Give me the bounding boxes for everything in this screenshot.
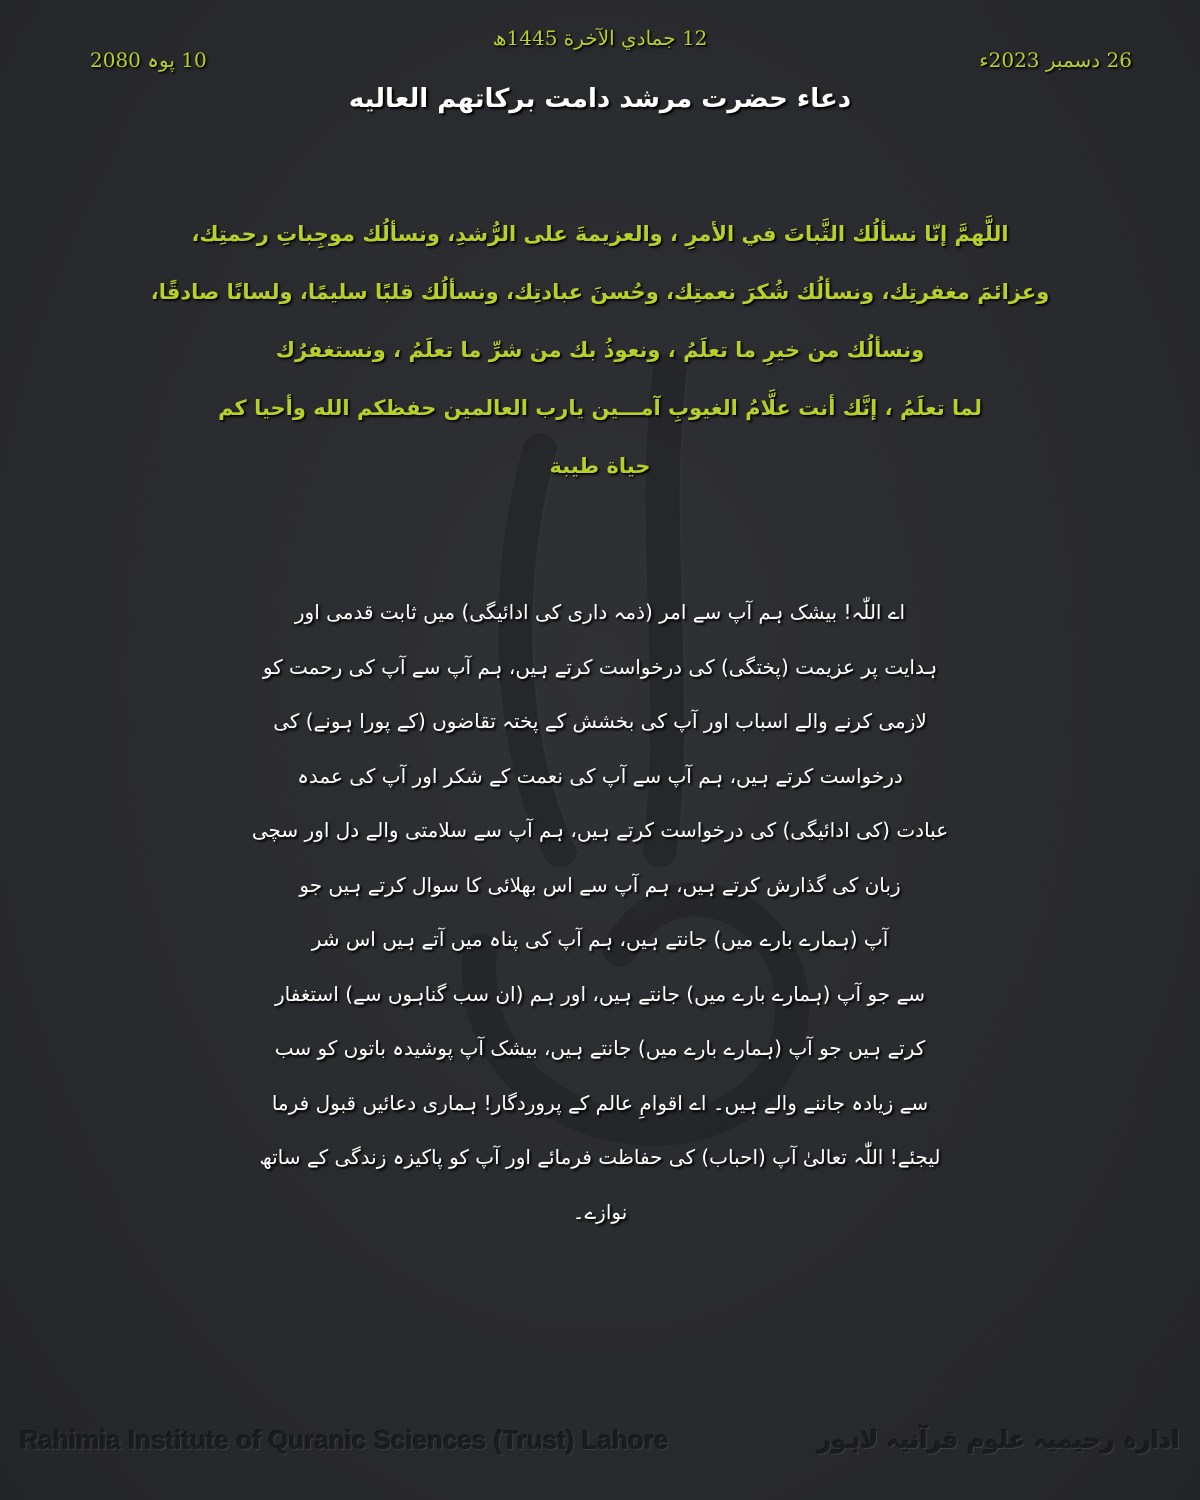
- urdu-line: درخواست کرتے ہیں، ہم آپ سے آپ کی نعمت کے شکر اور آپ کی عمدہ: [297, 763, 903, 788]
- arabic-dua: [60, 205, 1140, 495]
- urdu-translation: [120, 585, 1080, 1239]
- urdu-line: کرتے ہیں جو آپ (ہمارے بارے میں) جانتے ہیں، بیشک آپ پوشیدہ باتوں کو سب: [274, 1036, 926, 1060]
- arabic-line: لما تعلَمُ ، إنَّك أنت علَّامُ الغيوبِ آمـــين يارب العالمين حفظكم الله وأحيا كم: [218, 396, 982, 420]
- page-title: دعاء حضرت مرشد دامت برکاتهم العالیه: [348, 84, 852, 114]
- gregorian-date: 26 دسمبر 2023ء: [979, 48, 1132, 72]
- arabic-line: اللَّهمَّ إنّا نسألُك الثَّباتَ في الأمرِ ، والعزيمةَ على الرُّشدِ، ونسألُك موجِباتِ رحمتِك،: [191, 222, 1009, 246]
- urdu-line: آپ (ہمارے بارے میں) جانتے ہیں، ہم آپ کی پناہ میں آتے ہیں اس شر: [311, 927, 889, 951]
- institute-name-english: Rahimia Institute of Quranic Sciences (Trust) Lahore: [20, 1424, 669, 1455]
- urdu-line: زبان کی گذارش کرتے ہیں، ہم آپ سے اس بھلائی کا سوال کرتے ہیں جو: [299, 872, 901, 897]
- arabic-line: وعزائمَ مغفرتِك، ونسألُك شُكرَ نعمتِك، وحُسنَ عبادتِك، ونسألُك قلبًا سليمًا، ولسانًا صادقًا،: [150, 280, 1050, 304]
- urdu-line: عبادت (کی ادائیگی) کی درخواست کرتے ہیں، ہم آپ سے سلامتی والے دل اور سچی: [251, 818, 949, 842]
- urdu-line: سے جو آپ (ہمارے بارے میں) جانتے ہیں، اور ہم (ان سب گناہوں سے) استغفار: [274, 981, 926, 1006]
- urdu-line: سے زیادہ جاننے والے ہیں۔ اے اقوامِ عالم کے پروردگار! ہماری دعائیں قبول فرما: [271, 1090, 929, 1115]
- bikrami-date: 10 پوہ 2080: [90, 48, 207, 72]
- urdu-line: ہدایت پر عزیمت (پختگی) کی درخواست کرتے ہیں، ہم آپ سے آپ کی رحمت کو: [262, 654, 938, 679]
- urdu-line: لیجئے! اللّٰہ تعالیٰ آپ (احباب) کی حفاظت فرمائے اور آپ کو پاکیزہ زندگی کے ساتھ: [259, 1145, 941, 1169]
- arabic-line: ونسألُك من خيرِ ما تعلَمُ ، ونعوذُ بك من شرِّ ما تعلَمُ ، ونستغفرُك: [275, 338, 925, 362]
- urdu-line: اے اللّٰہ! بیشک ہم آپ سے امر (ذمہ داری کی ادائیگی) میں ثابت قدمی اور: [294, 600, 906, 624]
- hijri-date: 12 جمادي الآخرة 1445ھ: [492, 26, 708, 50]
- institute-name-urdu-logo: ادارہ رحیمیہ علوم قرآنیہ لاہور: [817, 1426, 1180, 1454]
- arabic-line: حياة طيبة: [549, 454, 651, 478]
- urdu-line: لازمی کرنے والے اسباب اور آپ کی بخشش کے پختہ تقاضوں (کے پورا ہونے) کی: [273, 709, 927, 733]
- urdu-line: نوازے۔: [572, 1199, 628, 1224]
- footer: [20, 1410, 1180, 1470]
